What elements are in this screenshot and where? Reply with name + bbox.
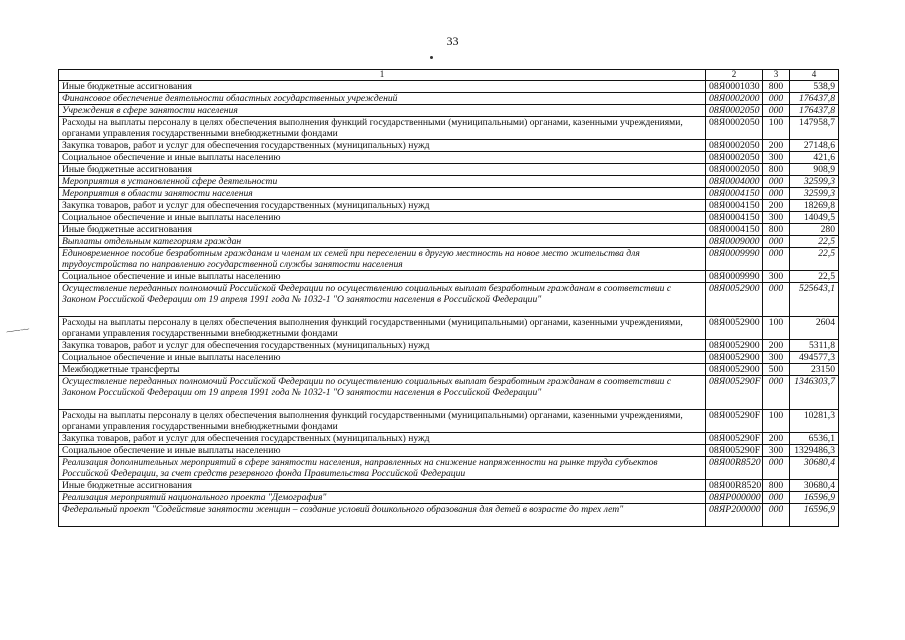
budget-table xyxy=(58,69,839,527)
row-type-cell: 000 xyxy=(763,457,790,480)
row-type-cell: 200 xyxy=(763,200,790,212)
row-name-cell: Единовременное пособие безработным гражданам и членам их семей при переселении в другую местность на новое место жительства для трудоустройства по направлению государственной службы занятости населения xyxy=(59,248,706,271)
row-amount-cell: 27148,6 xyxy=(790,140,839,152)
row-code-cell: 08Я005290F xyxy=(706,410,763,433)
table-row xyxy=(59,236,839,248)
row-name-cell: Мероприятия в установленной сфере деятельности xyxy=(59,176,706,188)
row-name-cell: Закупка товаров, работ и услуг для обеспечения государственных (муниципальных) нужд xyxy=(59,340,706,352)
table-row xyxy=(59,188,839,200)
row-amount-cell: 16596,9 xyxy=(790,492,839,504)
row-name-cell: Осуществление переданных полномочий Российской Федерации по осуществлению социальных выплат безработным гражданам в соответствии с Законом Российской Федерации от 19 апреля 1991 года № 1032-1 "О занятости населения в Российской Федерации" xyxy=(59,283,706,317)
table-row xyxy=(59,340,839,352)
table-row xyxy=(59,248,839,271)
row-amount-cell: 32599,3 xyxy=(790,176,839,188)
table-row xyxy=(59,140,839,152)
row-code-cell: 08Я0004150 xyxy=(706,188,763,200)
row-name-cell: Иные бюджетные ассигнования xyxy=(59,164,706,176)
row-amount-cell: 22,5 xyxy=(790,236,839,248)
row-code-cell: 08Я005290F xyxy=(706,376,763,410)
row-type-cell: 100 xyxy=(763,317,790,340)
row-type-cell: 800 xyxy=(763,164,790,176)
row-type-cell: 300 xyxy=(763,271,790,283)
row-name-cell: Межбюджетные трансферты xyxy=(59,364,706,376)
row-name-cell: Финансовое обеспечение деятельности областных государственных учреждений xyxy=(59,93,706,105)
row-amount-cell: 6536,1 xyxy=(790,433,839,445)
table-row xyxy=(59,176,839,188)
row-code-cell: 08Я0052900 xyxy=(706,317,763,340)
row-code-cell: 08Я005290F xyxy=(706,433,763,445)
row-code-cell: 08Я0002050 xyxy=(706,140,763,152)
row-amount-cell: 280 xyxy=(790,224,839,236)
row-amount-cell: 22,5 xyxy=(790,271,839,283)
table-row xyxy=(59,433,839,445)
row-code-cell: 08Я0001030 xyxy=(706,81,763,93)
row-code-cell: 08Я0009990 xyxy=(706,248,763,271)
row-name-cell: Иные бюджетные ассигнования xyxy=(59,480,706,492)
row-type-cell: 000 xyxy=(763,236,790,248)
row-code-cell: 08Я0002050 xyxy=(706,117,763,140)
table-row xyxy=(59,504,839,527)
row-code-cell: 08Я0052900 xyxy=(706,352,763,364)
table-row xyxy=(59,376,839,410)
row-amount-cell: 14049,5 xyxy=(790,212,839,224)
row-type-cell: 000 xyxy=(763,492,790,504)
row-amount-cell: 176437,8 xyxy=(790,105,839,117)
row-type-cell: 000 xyxy=(763,176,790,188)
table-row xyxy=(59,81,839,93)
table-row xyxy=(59,283,839,317)
table-row xyxy=(59,117,839,140)
table-row xyxy=(59,410,839,433)
table-row xyxy=(59,317,839,340)
table-row xyxy=(59,364,839,376)
row-amount-cell: 18269,8 xyxy=(790,200,839,212)
row-amount-cell: 1329486,3 xyxy=(790,445,839,457)
row-type-cell: 300 xyxy=(763,352,790,364)
row-name-cell: Реализация мероприятий национального проекта "Демография" xyxy=(59,492,706,504)
table-row xyxy=(59,480,839,492)
table-row xyxy=(59,352,839,364)
row-amount-cell: 1346303,7 xyxy=(790,376,839,410)
table-row xyxy=(59,224,839,236)
table-row xyxy=(59,212,839,224)
row-name-cell: Расходы на выплаты персоналу в целях обеспечения выполнения функций государственными (муниципальными) органами, казенными учреждениями, органами управления государственными внебюджетными фондами xyxy=(59,317,706,340)
row-code-cell: 08Я0009990 xyxy=(706,271,763,283)
row-name-cell: Осуществление переданных полномочий Российской Федерации по осуществлению социальных выплат безработным гражданам в соответствии с Законом Российской Федерации от 19 апреля 1991 года № 1032-1 "О занятости населения в Российской Федерации" xyxy=(59,376,706,410)
row-type-cell: 000 xyxy=(763,376,790,410)
row-code-cell: 08Я0009000 xyxy=(706,236,763,248)
header-cell-amount: 4 xyxy=(790,70,839,81)
row-amount-cell: 23150 xyxy=(790,364,839,376)
row-type-cell: 000 xyxy=(763,105,790,117)
row-name-cell: Мероприятия в области занятости населения xyxy=(59,188,706,200)
row-amount-cell: 421,6 xyxy=(790,152,839,164)
header-cell-type: 3 xyxy=(763,70,790,81)
table-row xyxy=(59,105,839,117)
row-code-cell: 08Я0004150 xyxy=(706,212,763,224)
row-type-cell: 000 xyxy=(763,188,790,200)
row-amount-cell: 10281,3 xyxy=(790,410,839,433)
row-type-cell: 500 xyxy=(763,364,790,376)
table-row xyxy=(59,93,839,105)
row-amount-cell: 30680,4 xyxy=(790,480,839,492)
row-code-cell: 08Я0002050 xyxy=(706,152,763,164)
row-type-cell: 300 xyxy=(763,445,790,457)
header-cell-code: 2 xyxy=(706,70,763,81)
row-amount-cell: 16596,9 xyxy=(790,504,839,527)
row-name-cell: Реализация дополнительных мероприятий в сфере занятости населения, направленных на снижение напряженности на рынке труда субъектов Российской Федерации, за счет средств резервного фонда Правительства Российской Федерации xyxy=(59,457,706,480)
row-code-cell: 08Я0052900 xyxy=(706,364,763,376)
row-type-cell: 100 xyxy=(763,410,790,433)
row-name-cell: Социальное обеспечение и иные выплаты населению xyxy=(59,152,706,164)
row-amount-cell: 494577,3 xyxy=(790,352,839,364)
row-name-cell: Учреждения в сфере занятости населения xyxy=(59,105,706,117)
row-type-cell: 000 xyxy=(763,283,790,317)
header-cell-name: 1 xyxy=(59,70,706,81)
row-type-cell: 800 xyxy=(763,480,790,492)
row-amount-cell: 525643,1 xyxy=(790,283,839,317)
row-amount-cell: 5311,8 xyxy=(790,340,839,352)
row-name-cell: Закупка товаров, работ и услуг для обеспечения государственных (муниципальных) нужд xyxy=(59,433,706,445)
row-code-cell: 08Я00R8520 xyxy=(706,480,763,492)
row-code-cell: 08Я005290F xyxy=(706,445,763,457)
table-row xyxy=(59,164,839,176)
row-type-cell: 200 xyxy=(763,433,790,445)
row-name-cell: Социальное обеспечение и иные выплаты населению xyxy=(59,352,706,364)
row-code-cell: 08Я00R8520 xyxy=(706,457,763,480)
row-amount-cell: 538,9 xyxy=(790,81,839,93)
row-name-cell: Федеральный проект "Содействие занятости женщин – создание условий дошкольного образования для детей в возрасте до трех лет" xyxy=(59,504,706,527)
row-name-cell: Иные бюджетные ассигнования xyxy=(59,81,706,93)
row-type-cell: 200 xyxy=(763,140,790,152)
row-name-cell: Расходы на выплаты персоналу в целях обеспечения выполнения функций государственными (муниципальными) органами, казенными учреждениями, органами управления государственными внебюджетными фондами xyxy=(59,117,706,140)
row-code-cell: 08Я0002050 xyxy=(706,164,763,176)
row-amount-cell: 30680,4 xyxy=(790,457,839,480)
table-row xyxy=(59,445,839,457)
row-amount-cell: 176437,8 xyxy=(790,93,839,105)
table-row xyxy=(59,492,839,504)
row-code-cell: 08Я0004000 xyxy=(706,176,763,188)
row-amount-cell: 32599,3 xyxy=(790,188,839,200)
row-type-cell: 000 xyxy=(763,93,790,105)
table-row xyxy=(59,200,839,212)
scan-speck xyxy=(430,56,433,59)
row-code-cell: 08Я0052900 xyxy=(706,340,763,352)
row-name-cell: Социальное обеспечение и иные выплаты населению xyxy=(59,445,706,457)
page-number: 33 xyxy=(446,34,459,48)
row-name-cell: Социальное обеспечение и иные выплаты населению xyxy=(59,271,706,283)
row-name-cell: Иные бюджетные ассигнования xyxy=(59,224,706,236)
row-name-cell: Расходы на выплаты персоналу в целях обеспечения выполнения функций государственными (муниципальными) органами, казенными учреждениями, органами управления государственными внебюджетными фондами xyxy=(59,410,706,433)
row-code-cell: 08ЯР000000 xyxy=(706,492,763,504)
row-type-cell: 800 xyxy=(763,224,790,236)
row-amount-cell: 908,9 xyxy=(790,164,839,176)
row-amount-cell: 147958,7 xyxy=(790,117,839,140)
table-header-row xyxy=(59,70,839,81)
row-type-cell: 200 xyxy=(763,340,790,352)
table-row xyxy=(59,271,839,283)
row-name-cell: Социальное обеспечение и иные выплаты населению xyxy=(59,212,706,224)
row-type-cell: 300 xyxy=(763,212,790,224)
row-amount-cell: 22,5 xyxy=(790,248,839,271)
row-name-cell: Закупка товаров, работ и услуг для обеспечения государственных (муниципальных) нужд xyxy=(59,140,706,152)
row-code-cell: 08Я0004150 xyxy=(706,200,763,212)
row-type-cell: 100 xyxy=(763,117,790,140)
row-code-cell: 08Я0002000 xyxy=(706,93,763,105)
row-type-cell: 800 xyxy=(763,81,790,93)
row-type-cell: 000 xyxy=(763,504,790,527)
row-type-cell: 300 xyxy=(763,152,790,164)
row-name-cell: Закупка товаров, работ и услуг для обеспечения государственных (муниципальных) нужд xyxy=(59,200,706,212)
row-code-cell: 08ЯР200000 xyxy=(706,504,763,527)
row-code-cell: 08Я0052900 xyxy=(706,283,763,317)
row-amount-cell: 2604 xyxy=(790,317,839,340)
table-row xyxy=(59,152,839,164)
row-type-cell: 000 xyxy=(763,248,790,271)
row-code-cell: 08Я0002050 xyxy=(706,105,763,117)
table-row xyxy=(59,457,839,480)
row-name-cell: Выплаты отдельным категориям граждан xyxy=(59,236,706,248)
row-code-cell: 08Я0004150 xyxy=(706,224,763,236)
margin-scribble: ⁓⁓·⁓ xyxy=(5,324,30,337)
